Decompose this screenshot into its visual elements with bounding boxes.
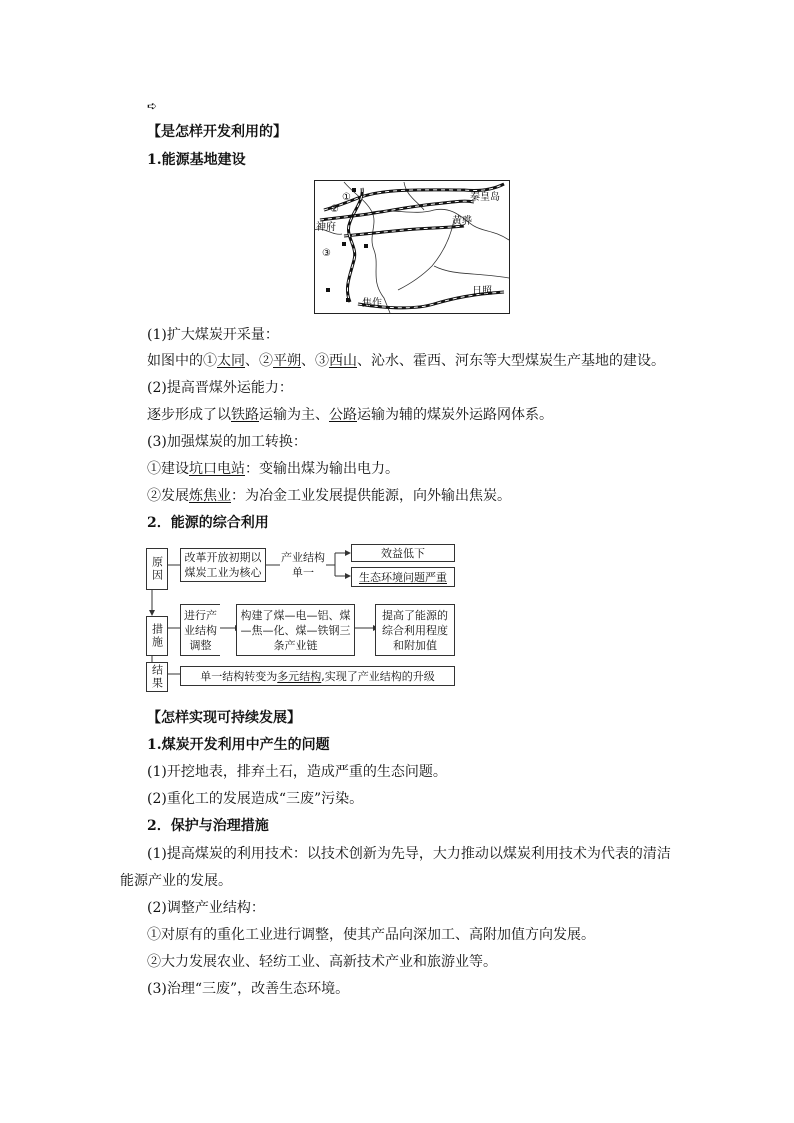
p2-underline-1: 铁路 xyxy=(231,407,259,423)
p3-title: (3)加强煤炭的加工转换： xyxy=(147,434,307,450)
map-label-jiaozuo: 焦作 xyxy=(362,298,382,309)
coal-base-marker xyxy=(364,244,368,248)
p1-body xyxy=(147,352,665,370)
shanxi-coal-map xyxy=(314,180,510,314)
p1-mid-1: 、② xyxy=(245,353,273,369)
coal-base-marker xyxy=(342,242,346,246)
subheading-measures: 2．保护与治理措施 xyxy=(147,818,269,834)
outcome-prefix: 单一结构转变为 xyxy=(200,669,278,683)
coal-base-marker xyxy=(326,288,330,292)
p3-l2-underline: 炼焦业 xyxy=(189,488,231,504)
flow-label-reason: 原因 xyxy=(146,548,168,590)
map-label-qinhuangdao: 秦皇岛 xyxy=(470,192,500,203)
section-heading-development: 【是怎样开发利用的】 xyxy=(147,124,287,140)
p1-underline-3: 西山 xyxy=(329,353,357,369)
p2-underline-2: 公路 xyxy=(329,407,357,423)
p2-prefix: 逐步形成了以 xyxy=(147,407,231,423)
section-marker: ➪ xyxy=(147,99,158,113)
measure-3: (3)治理“三废”，改善生态环境。 xyxy=(147,981,350,997)
subheading-integrated-use: 2．能源的综合利用 xyxy=(147,515,269,531)
measure-2-title: (2)调整产业结构： xyxy=(147,900,265,916)
p3-line2 xyxy=(147,487,511,505)
outcome-suffix: ,实现了产业结构的升级 xyxy=(321,669,435,683)
coal-base-marker xyxy=(346,298,350,302)
p1-underline-2: 平朔 xyxy=(273,353,301,369)
flow-result-eco-problem xyxy=(351,567,455,587)
measure-1-line2: 能源产业的发展。 xyxy=(120,873,232,889)
flow-label-outcome: 结果 xyxy=(146,662,168,692)
p3-line1 xyxy=(147,460,399,478)
coal-base-marker xyxy=(352,188,356,192)
subheading-problems: 1.煤炭开发利用中产生的问题 xyxy=(147,737,330,753)
p1-underline-1: 太同 xyxy=(217,353,245,369)
outcome-underline: 多元结构 xyxy=(277,669,322,683)
map-label-rizhao: 日照 xyxy=(472,286,492,297)
p2-mid: 运输为主、 xyxy=(259,407,329,423)
flow-chain-box: 构建了煤—电—铝、煤—焦—化、煤—铁钢三条产业链 xyxy=(236,604,355,656)
section-heading-sustainable: 【怎样实现可持续发展】 xyxy=(147,710,301,726)
flow-structure-box: 产业结构单一 xyxy=(280,548,326,582)
problem-1: (1)开挖地表，排弃土石，造成严重的生态问题。 xyxy=(147,764,447,780)
p3-l1-underline: 坑口电站 xyxy=(189,461,245,477)
problem-2: (2)重化工的发展造成“三废”污染。 xyxy=(147,791,364,807)
flow-outcome-box xyxy=(180,666,455,686)
map-label-3: ③ xyxy=(322,248,331,259)
flow-result-low-benefit: 效益低下 xyxy=(351,544,455,562)
p2-suffix: 运输为辅的煤炭外运路网体系。 xyxy=(357,407,553,423)
p3-l2-suffix: ：为冶金工业发展提供能源，向外输出焦炭。 xyxy=(231,488,511,504)
map-label-huanghua: 黄骅 xyxy=(452,216,472,227)
measure-1-line1: (1)提高煤炭的利用技术：以技术创新为先导，大力推动以煤炭利用技术为代表的清洁 xyxy=(147,846,671,862)
flow-reason-box: 改革开放初期以煤炭工业为核心 xyxy=(180,548,266,582)
flow-result-eco-text: 生态环境问题严重 xyxy=(359,570,447,584)
flow-improve-box: 提高了能源的综合利用程度和附加值 xyxy=(375,604,455,656)
subheading-energy-base: 1.能源基地建设 xyxy=(147,152,246,168)
map-label-1: ① xyxy=(342,192,351,203)
p3-l1-suffix: ：变输出煤为输出电力。 xyxy=(245,461,399,477)
p2-title: (2)提高晋煤外运能力： xyxy=(147,380,293,396)
p1-suffix: 、沁水、霍西、河东等大型煤炭生产基地的建设。 xyxy=(357,353,665,369)
measure-2-line2: ②大力发展农业、轻纺工业、高新技术产业和旅游业等。 xyxy=(147,954,497,970)
p1-title: (1)扩大煤炭开采量： xyxy=(147,327,279,343)
flow-label-measure: 措施 xyxy=(146,616,168,656)
map-label-2: ② xyxy=(330,204,339,215)
p3-l1-prefix: ①建设 xyxy=(147,461,189,477)
map-label-shenfu: 神府 xyxy=(316,222,336,233)
p3-l2-prefix: ②发展 xyxy=(147,488,189,504)
p1-mid-2: 、③ xyxy=(301,353,329,369)
p2-body xyxy=(147,406,553,424)
measure-2-line1: ①对原有的重化工业进行调整，使其产品向深加工、高附加值方向发展。 xyxy=(147,927,595,943)
flow-measure-box: 进行产业结构调整 xyxy=(180,604,220,656)
p1-prefix: 如图中的① xyxy=(147,353,217,369)
